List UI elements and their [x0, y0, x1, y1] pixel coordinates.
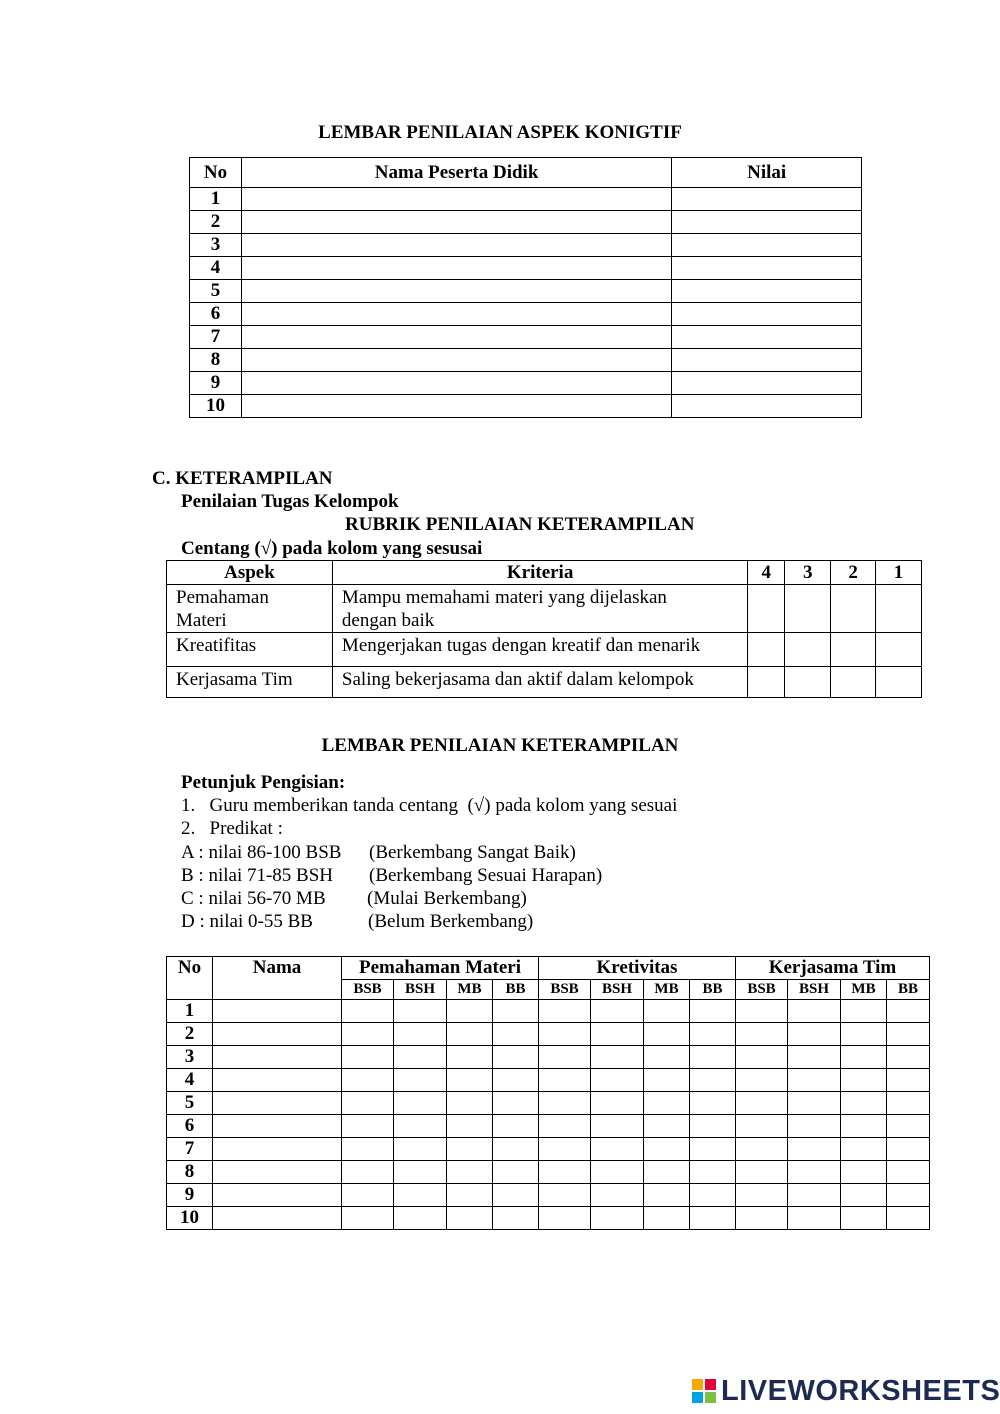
checkbox-cell[interactable]: [736, 1161, 788, 1184]
checkbox-cell[interactable]: [736, 1138, 788, 1161]
checkbox-cell[interactable]: [788, 1069, 841, 1092]
checkbox-cell[interactable]: [539, 1069, 591, 1092]
checkbox-cell[interactable]: [841, 1069, 887, 1092]
checkbox-cell[interactable]: [591, 1138, 644, 1161]
header-kriteria: Kriteria: [332, 561, 747, 585]
nama-cell[interactable]: [241, 372, 671, 395]
checkbox-cell[interactable]: [493, 1023, 539, 1046]
checkbox-cell[interactable]: [690, 1184, 736, 1207]
table-row: [167, 1161, 930, 1184]
kriteria-cell: Saling bekerjasama dan aktif dalam kelompok: [332, 667, 747, 698]
header-aspek: Aspek: [167, 561, 333, 585]
rubrik-title: RUBRIK PENILAIAN KETERAMPILAN: [345, 514, 695, 535]
checkbox-cell[interactable]: [539, 1184, 591, 1207]
checkbox-cell[interactable]: [394, 1092, 447, 1115]
row-number: 1: [190, 188, 242, 211]
nilai-cell[interactable]: [672, 372, 862, 395]
checkbox-cell[interactable]: [644, 1069, 690, 1092]
nama-cell[interactable]: [213, 1046, 342, 1069]
checkbox-cell[interactable]: [493, 1046, 539, 1069]
table-row: [190, 395, 862, 418]
checkbox-cell[interactable]: [591, 1046, 644, 1069]
logo-text: LIVEWORKSHEETS: [721, 1374, 1000, 1407]
section-c-subheading: Penilaian Tugas Kelompok: [181, 491, 399, 512]
checkbox-cell[interactable]: [493, 1092, 539, 1115]
predikat-desc: (Mulai Berkembang): [367, 888, 527, 909]
checkbox-cell[interactable]: [736, 1069, 788, 1092]
nama-cell[interactable]: [241, 280, 671, 303]
checkbox-cell[interactable]: [539, 1115, 591, 1138]
row-number: 1: [167, 1000, 213, 1023]
checkbox-cell[interactable]: [887, 1046, 930, 1069]
table-row: [190, 211, 862, 234]
checkbox-cell[interactable]: [690, 1115, 736, 1138]
rubrik-instruction: Centang (√) pada kolom yang sesusai: [181, 538, 483, 559]
table-row: [167, 1023, 930, 1046]
checkbox-cell[interactable]: [342, 1115, 394, 1138]
aspek-cell: Kerjasama Tim: [167, 667, 333, 698]
checkbox-cell[interactable]: [644, 1000, 690, 1023]
checkbox-cell[interactable]: [887, 1023, 930, 1046]
predikat-label: C : nilai 56-70 MB: [181, 888, 326, 909]
table-row: [190, 303, 862, 326]
checkbox-cell[interactable]: [644, 1184, 690, 1207]
row-number: 3: [190, 234, 242, 257]
checkbox-cell[interactable]: [342, 1161, 394, 1184]
rubrik-table: [166, 560, 922, 698]
checkbox-cell[interactable]: [493, 1161, 539, 1184]
checkbox-cell[interactable]: [788, 1000, 841, 1023]
row-number: 5: [190, 280, 242, 303]
subheader-bb: BB: [887, 980, 930, 1000]
checkbox-cell[interactable]: [876, 633, 922, 667]
row-number: 9: [167, 1184, 213, 1207]
header-kerjasama: Kerjasama Tim: [736, 957, 930, 980]
checkbox-cell[interactable]: [887, 1092, 930, 1115]
predikat-desc: (Belum Berkembang): [368, 911, 534, 932]
subheader-bsb: BSB: [539, 980, 591, 1000]
checkbox-cell[interactable]: [539, 1138, 591, 1161]
checkbox-cell[interactable]: [342, 1207, 394, 1230]
checkbox-cell[interactable]: [591, 1023, 644, 1046]
row-number: 5: [167, 1092, 213, 1115]
aspek-cell: Pemahaman Materi: [167, 585, 333, 633]
checkbox-cell[interactable]: [591, 1069, 644, 1092]
nilai-cell[interactable]: [672, 280, 862, 303]
checkbox-cell[interactable]: [644, 1046, 690, 1069]
checkbox-cell[interactable]: [690, 1046, 736, 1069]
nilai-cell[interactable]: [672, 395, 862, 418]
checkbox-cell[interactable]: [841, 1046, 887, 1069]
checkbox-cell[interactable]: [690, 1023, 736, 1046]
checkbox-cell[interactable]: [342, 1184, 394, 1207]
table-row: [190, 349, 862, 372]
row-number: 2: [190, 211, 242, 234]
nama-cell[interactable]: [213, 1000, 342, 1023]
nama-cell[interactable]: [241, 188, 671, 211]
checkbox-cell[interactable]: [841, 1161, 887, 1184]
checkbox-cell[interactable]: [447, 1046, 493, 1069]
checkbox-cell[interactable]: [394, 1069, 447, 1092]
checkbox-cell[interactable]: [447, 1092, 493, 1115]
checkbox-cell[interactable]: [748, 633, 785, 667]
checkbox-cell[interactable]: [841, 1023, 887, 1046]
table-row: [167, 1092, 930, 1115]
header-no: No: [190, 158, 242, 188]
subheader-bsh: BSH: [591, 980, 644, 1000]
checkbox-cell[interactable]: [539, 1023, 591, 1046]
logo-square: [705, 1379, 716, 1390]
checkbox-cell[interactable]: [831, 667, 876, 698]
header-kretivitas: Kretivitas: [539, 957, 736, 980]
nama-cell[interactable]: [241, 234, 671, 257]
konigtif-table: [189, 157, 862, 418]
checkbox-cell[interactable]: [591, 1000, 644, 1023]
table-row: [190, 326, 862, 349]
row-number: 10: [167, 1207, 213, 1230]
table-row: [167, 1069, 930, 1092]
checkbox-cell[interactable]: [493, 1115, 539, 1138]
checkbox-cell[interactable]: [644, 1023, 690, 1046]
checkbox-cell[interactable]: [887, 1000, 930, 1023]
row-number: 2: [167, 1023, 213, 1046]
nama-cell[interactable]: [241, 395, 671, 418]
nama-cell[interactable]: [213, 1138, 342, 1161]
checkbox-cell[interactable]: [788, 1115, 841, 1138]
checkbox-cell[interactable]: [876, 585, 922, 633]
header-nama: Nama Peserta Didik: [241, 158, 671, 188]
header-nilai: Nilai: [672, 158, 862, 188]
petunjuk-item: 2. Predikat :: [181, 818, 283, 839]
nama-cell[interactable]: [241, 257, 671, 280]
predikat-label: D : nilai 0-55 BB: [181, 911, 313, 932]
checkbox-cell[interactable]: [447, 1069, 493, 1092]
checkbox-cell[interactable]: [539, 1207, 591, 1230]
checkbox-cell[interactable]: [447, 1207, 493, 1230]
subheader-mb: MB: [644, 980, 690, 1000]
checkbox-cell[interactable]: [447, 1023, 493, 1046]
checkbox-cell[interactable]: [690, 1207, 736, 1230]
checkbox-cell[interactable]: [831, 633, 876, 667]
nilai-cell[interactable]: [672, 211, 862, 234]
table-row: [190, 372, 862, 395]
kriteria-cell: Mengerjakan tugas dengan kreatif dan menarik: [332, 633, 747, 667]
nama-cell[interactable]: [241, 349, 671, 372]
checkbox-cell[interactable]: [748, 667, 785, 698]
checkbox-cell[interactable]: [539, 1092, 591, 1115]
checkbox-cell[interactable]: [493, 1184, 539, 1207]
checkbox-cell[interactable]: [644, 1207, 690, 1230]
nama-cell[interactable]: [213, 1161, 342, 1184]
checkbox-cell[interactable]: [887, 1184, 930, 1207]
nama-cell[interactable]: [213, 1023, 342, 1046]
row-number: 4: [167, 1069, 213, 1092]
checkbox-cell[interactable]: [394, 1161, 447, 1184]
checkbox-cell[interactable]: [841, 1138, 887, 1161]
checkbox-cell[interactable]: [342, 1000, 394, 1023]
subheader-bsh: BSH: [788, 980, 841, 1000]
liveworksheets-logo: [692, 1374, 1000, 1408]
row-number: 7: [190, 326, 242, 349]
checkbox-cell[interactable]: [788, 1046, 841, 1069]
nilai-cell[interactable]: [672, 303, 862, 326]
checkbox-cell[interactable]: [736, 1184, 788, 1207]
checkbox-cell[interactable]: [644, 1138, 690, 1161]
table-row: [167, 1046, 930, 1069]
subheader-bsb: BSB: [736, 980, 788, 1000]
checkbox-cell[interactable]: [539, 1046, 591, 1069]
table-row: [167, 1207, 930, 1230]
checkbox-cell[interactable]: [788, 1092, 841, 1115]
header-no: No: [167, 957, 213, 1000]
checkbox-cell[interactable]: [887, 1207, 930, 1230]
keterampilan-table: [166, 956, 930, 1230]
checkbox-cell[interactable]: [748, 585, 785, 633]
nilai-cell[interactable]: [672, 234, 862, 257]
checkbox-cell[interactable]: [788, 1138, 841, 1161]
checkbox-cell[interactable]: [788, 1184, 841, 1207]
checkbox-cell[interactable]: [876, 667, 922, 698]
checkbox-cell[interactable]: [736, 1046, 788, 1069]
checkbox-cell[interactable]: [394, 1046, 447, 1069]
header-pemahaman: Pemahaman Materi: [342, 957, 539, 980]
checkbox-cell[interactable]: [841, 1092, 887, 1115]
logo-mark-icon: [692, 1379, 716, 1403]
checkbox-cell[interactable]: [690, 1092, 736, 1115]
checkbox-cell[interactable]: [447, 1184, 493, 1207]
checkbox-cell[interactable]: [785, 633, 831, 667]
row-number: 8: [190, 349, 242, 372]
checkbox-cell[interactable]: [831, 585, 876, 633]
checkbox-cell[interactable]: [887, 1138, 930, 1161]
checkbox-cell[interactable]: [394, 1138, 447, 1161]
checkbox-cell[interactable]: [342, 1138, 394, 1161]
predikat-label: A : nilai 86-100 BSB: [181, 842, 342, 863]
subheader-mb: MB: [447, 980, 493, 1000]
predikat-desc: (Berkembang Sangat Baik): [369, 842, 576, 863]
checkbox-cell[interactable]: [887, 1069, 930, 1092]
checkbox-cell[interactable]: [493, 1069, 539, 1092]
predikat-desc: (Berkembang Sesuai Harapan): [369, 865, 603, 886]
checkbox-cell[interactable]: [690, 1000, 736, 1023]
keterampilan-title: LEMBAR PENILAIAN KETERAMPILAN: [321, 735, 679, 756]
checkbox-cell[interactable]: [736, 1000, 788, 1023]
checkbox-cell[interactable]: [690, 1069, 736, 1092]
checkbox-cell[interactable]: [736, 1023, 788, 1046]
checkbox-cell[interactable]: [788, 1207, 841, 1230]
predikat-label: B : nilai 71-85 BSH: [181, 865, 334, 886]
checkbox-cell[interactable]: [887, 1161, 930, 1184]
checkbox-cell[interactable]: [690, 1161, 736, 1184]
row-number: 6: [167, 1115, 213, 1138]
table-row: [167, 1184, 930, 1207]
header-nama: Nama: [213, 957, 342, 1000]
checkbox-cell[interactable]: [841, 1184, 887, 1207]
logo-square: [692, 1379, 703, 1390]
row-number: 7: [167, 1138, 213, 1161]
checkbox-cell[interactable]: [785, 667, 831, 698]
checkbox-cell[interactable]: [736, 1207, 788, 1230]
checkbox-cell[interactable]: [493, 1000, 539, 1023]
checkbox-cell[interactable]: [493, 1207, 539, 1230]
nama-cell[interactable]: [241, 211, 671, 234]
checkbox-cell[interactable]: [841, 1207, 887, 1230]
checkbox-cell[interactable]: [785, 585, 831, 633]
checkbox-cell[interactable]: [539, 1000, 591, 1023]
table-row: [190, 257, 862, 280]
table-row: [190, 234, 862, 257]
header-score-4: 4: [748, 561, 785, 585]
checkbox-cell[interactable]: [736, 1115, 788, 1138]
table-row: [190, 280, 862, 303]
checkbox-cell[interactable]: [644, 1161, 690, 1184]
checkbox-cell[interactable]: [447, 1000, 493, 1023]
checkbox-cell[interactable]: [690, 1138, 736, 1161]
header-score-1: 1: [876, 561, 922, 585]
row-number: 4: [190, 257, 242, 280]
checkbox-cell[interactable]: [394, 1184, 447, 1207]
checkbox-cell[interactable]: [447, 1138, 493, 1161]
table-row: [167, 1115, 930, 1138]
checkbox-cell[interactable]: [394, 1207, 447, 1230]
table-row: [167, 1000, 930, 1023]
checkbox-cell[interactable]: [342, 1069, 394, 1092]
checkbox-cell[interactable]: [342, 1023, 394, 1046]
section-c-heading: C. KETERAMPILAN: [152, 468, 333, 489]
checkbox-cell[interactable]: [887, 1115, 930, 1138]
checkbox-cell[interactable]: [736, 1092, 788, 1115]
nama-cell[interactable]: [213, 1184, 342, 1207]
checkbox-cell[interactable]: [342, 1046, 394, 1069]
nama-cell[interactable]: [213, 1115, 342, 1138]
petunjuk-label: Petunjuk Pengisian:: [181, 772, 346, 793]
aspek-cell: Kreatifitas: [167, 633, 333, 667]
konigtif-title: LEMBAR PENILAIAN ASPEK KONIGTIF: [318, 122, 682, 143]
checkbox-cell[interactable]: [591, 1184, 644, 1207]
subheader-mb: MB: [841, 980, 887, 1000]
checkbox-cell[interactable]: [394, 1000, 447, 1023]
nama-cell[interactable]: [241, 326, 671, 349]
checkbox-cell[interactable]: [591, 1115, 644, 1138]
nama-cell[interactable]: [213, 1092, 342, 1115]
logo-square: [692, 1392, 703, 1403]
nilai-cell[interactable]: [672, 188, 862, 211]
row-number: 9: [190, 372, 242, 395]
nama-cell[interactable]: [241, 303, 671, 326]
checkbox-cell[interactable]: [447, 1161, 493, 1184]
checkbox-cell[interactable]: [788, 1161, 841, 1184]
row-number: 6: [190, 303, 242, 326]
logo-square: [705, 1392, 716, 1403]
header-score-3: 3: [785, 561, 831, 585]
petunjuk-item: 1. Guru memberikan tanda centang (√) pada kolom yang sesuai: [181, 795, 678, 816]
checkbox-cell[interactable]: [841, 1115, 887, 1138]
checkbox-cell[interactable]: [539, 1161, 591, 1184]
row-number: 8: [167, 1161, 213, 1184]
checkbox-cell[interactable]: [644, 1115, 690, 1138]
checkbox-cell[interactable]: [493, 1138, 539, 1161]
checkbox-cell[interactable]: [591, 1092, 644, 1115]
nilai-cell[interactable]: [672, 326, 862, 349]
nama-cell[interactable]: [213, 1069, 342, 1092]
subheader-bsh: BSH: [394, 980, 447, 1000]
checkbox-cell[interactable]: [394, 1115, 447, 1138]
checkbox-cell[interactable]: [447, 1115, 493, 1138]
nilai-cell[interactable]: [672, 257, 862, 280]
checkbox-cell[interactable]: [841, 1000, 887, 1023]
subheader-bb: BB: [493, 980, 539, 1000]
row-number: 3: [167, 1046, 213, 1069]
table-row: [190, 188, 862, 211]
checkbox-cell[interactable]: [591, 1161, 644, 1184]
checkbox-cell[interactable]: [788, 1023, 841, 1046]
checkbox-cell[interactable]: [644, 1092, 690, 1115]
table-row: [167, 1138, 930, 1161]
checkbox-cell[interactable]: [394, 1023, 447, 1046]
checkbox-cell[interactable]: [591, 1207, 644, 1230]
row-number: 10: [190, 395, 242, 418]
nama-cell[interactable]: [213, 1207, 342, 1230]
header-score-2: 2: [831, 561, 876, 585]
checkbox-cell[interactable]: [342, 1092, 394, 1115]
kriteria-cell: Mampu memahami materi yang dijelaskan dengan baik: [332, 585, 747, 633]
subheader-bsb: BSB: [342, 980, 394, 1000]
nilai-cell[interactable]: [672, 349, 862, 372]
subheader-bb: BB: [690, 980, 736, 1000]
